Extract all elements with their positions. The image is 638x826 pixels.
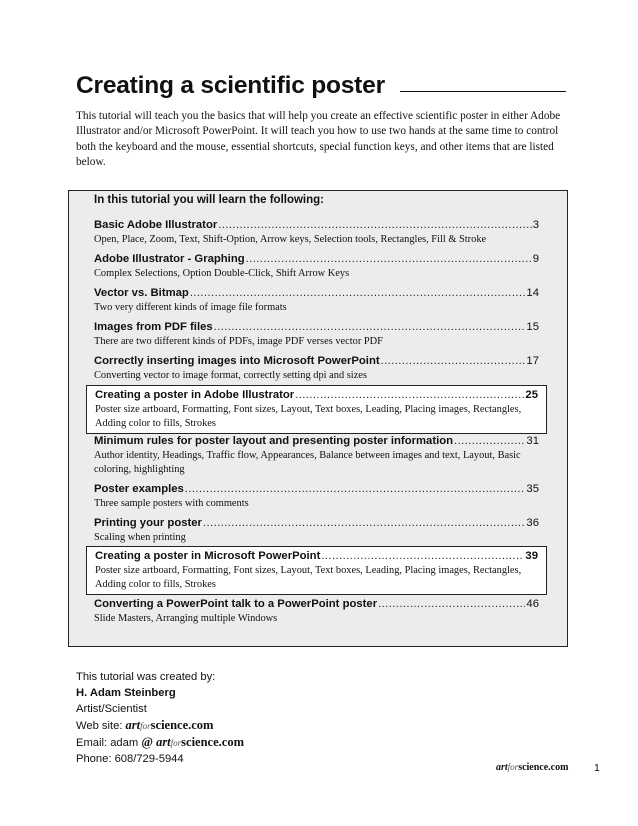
toc-entry-page: 9 [532, 253, 539, 265]
toc-entry-desc: Slide Masters, Arranging multiple Windows [94, 613, 278, 624]
toc-entry-page: 35 [526, 483, 539, 495]
toc-entry-title: Adobe Illustrator - Graphing [94, 253, 245, 265]
toc-entry-title: Correctly inserting images into Microsoft PowerPoint [94, 355, 380, 367]
toc-entry-page: 14 [526, 287, 539, 299]
toc-entry-page: 31 [526, 435, 539, 447]
toc-entry-page: 17 [526, 355, 539, 367]
toc-entry-highlighted[interactable] [86, 385, 547, 434]
toc-entry-desc: Poster size artboard, Formatting, Font sizes, Layout, Text boxes, Leading, Placing images, Rectangles, Adding color to fills, Strokes [95, 404, 522, 429]
toc-entry-desc: Two very different kinds of image file formats [94, 302, 287, 313]
leader-dots [321, 549, 524, 564]
leader-dots [218, 218, 531, 233]
toc-entry-highlighted[interactable] [86, 546, 547, 595]
toc-entry-desc: Converting vector to image format, correctly setting dpi and sizes [94, 370, 367, 381]
email-line [76, 734, 336, 751]
toc-entry-title: Converting a PowerPoint talk to a PowerPoint poster [94, 598, 378, 610]
toc-entry-title: Images from PDF files [94, 321, 213, 333]
leader-dots [454, 434, 525, 449]
toc-entry[interactable] [94, 516, 539, 545]
intro-paragraph: This tutorial will teach you the basics that will help you create an effective scientific poster in either Adobe Illustrator and/or Microsoft PowerPoint. It will teach you how to use two hands at the same time to control both the keyboard and the mouse, essential shortcuts, special function keys, and other items that are listed below. [76, 110, 561, 169]
toc-entry-title: Vector vs. Bitmap [94, 287, 189, 299]
leader-dots [185, 482, 526, 497]
toc-entry-title: Minimum rules for poster layout and presenting poster information [94, 435, 454, 447]
credits-intro: This tutorial was created by: [76, 671, 216, 683]
toc-entry-page: 15 [526, 321, 539, 333]
toc-entry-page: 46 [526, 598, 539, 610]
toc-entry[interactable] [94, 320, 539, 349]
toc-entry-desc: There are two different kinds of PDFs, image PDF verses vector PDF [94, 336, 383, 347]
phone-line: Phone: 608/729-5944 [76, 753, 184, 765]
leader-dots [381, 354, 526, 369]
title-rule [400, 91, 566, 92]
toc-entry[interactable] [94, 597, 539, 626]
footer-brand-logo: artforscience.com [496, 762, 569, 773]
page-title: Creating a scientific poster [76, 72, 385, 99]
toc-entry-page: 25 [525, 389, 538, 401]
toc-entry[interactable] [94, 482, 539, 511]
leader-dots [214, 320, 526, 335]
toc-entry[interactable] [94, 218, 539, 247]
toc-entry-desc: Poster size artboard, Formatting, Font sizes, Layout, Text boxes, Leading, Placing images, Rectangles, Adding color to fills, Strokes [95, 565, 522, 590]
email-label: Email: [76, 737, 108, 749]
toc-entry-title: Basic Adobe Illustrator [94, 219, 218, 231]
toc-entry-desc: Author identity, Headings, Traffic flow, Appearances, Balance between images and text, Layout, Basic coloring, highlighting [94, 450, 521, 475]
toc-entry-desc: Three sample posters with comments [94, 498, 249, 509]
toc-entry-desc: Scaling when printing [94, 532, 186, 543]
toc-entry-title: Poster examples [94, 483, 184, 495]
title-block [76, 72, 566, 106]
website-link[interactable]: artforscience.com [125, 718, 214, 732]
toc-entry[interactable] [94, 286, 539, 315]
author-role: Artist/Scientist [76, 703, 147, 715]
page-number: 1 [594, 762, 600, 774]
toc-box [68, 190, 568, 647]
credits-block [76, 669, 336, 767]
leader-dots [203, 516, 525, 531]
leader-dots [246, 252, 532, 267]
leader-dots [295, 388, 524, 403]
author-name: H. Adam Steinberg [76, 687, 176, 699]
toc-entry-desc: Open, Place, Zoom, Text, Shift-Option, Arrow keys, Selection tools, Rectangles, Fill & Stroke [94, 234, 487, 245]
leader-dots [190, 286, 526, 301]
toc-entry-title: Creating a poster in Adobe Illustrator [95, 389, 295, 401]
toc-entry[interactable] [94, 434, 539, 477]
website-label: Web site: [76, 720, 123, 732]
email-link[interactable]: adam @ artforscience.com [110, 735, 244, 749]
website-line [76, 717, 336, 734]
leader-dots [378, 597, 525, 612]
toc-entry-title: Printing your poster [94, 517, 202, 529]
toc-entry-title: Creating a poster in Microsoft PowerPoint [95, 550, 321, 562]
toc-entry-page: 3 [532, 219, 539, 231]
toc-entry[interactable] [94, 354, 539, 383]
toc-entry-page: 39 [525, 550, 538, 562]
toc-entry-desc: Complex Selections, Option Double-Click, Shift Arrow Keys [94, 268, 350, 279]
toc-entry[interactable] [94, 252, 539, 281]
toc-entry-page: 36 [526, 517, 539, 529]
toc-heading: In this tutorial you will learn the following: [94, 194, 324, 206]
